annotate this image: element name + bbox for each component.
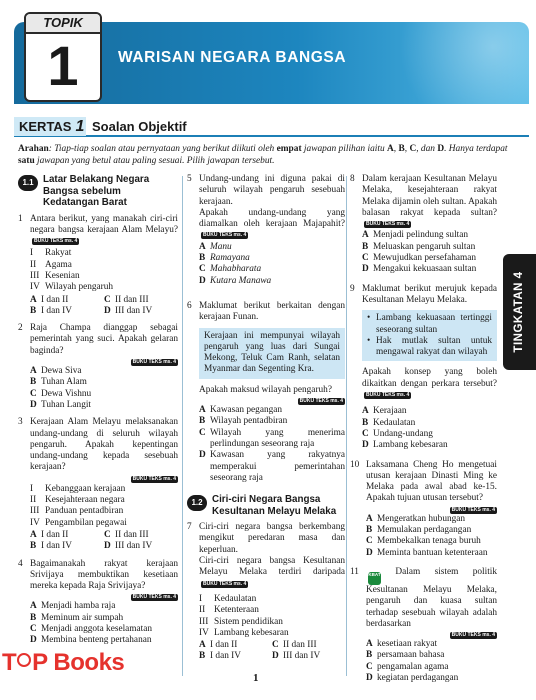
question-3 bbox=[18, 417, 178, 552]
question-9 bbox=[350, 284, 497, 452]
paper-number: 1 bbox=[75, 118, 85, 135]
topic-title: WARISAN NEGARA BANGSA bbox=[118, 49, 347, 66]
option-text: Meminta bantuan ketenteraan bbox=[377, 547, 488, 558]
question-stem: Kerajaan Alam Melayu melaksanakan undang-undang di seluruh wilayah pengaruh. Apakah kepentingan undang-undang kepada sesebuah kerajaan? bbox=[30, 417, 178, 473]
question-stem: Raja Champa dianggap sebagai pemerintah yang suci. Apakah gelaran baginda? bbox=[30, 323, 178, 356]
instructions-bold: empat bbox=[276, 144, 302, 154]
question-8 bbox=[350, 174, 497, 276]
option-letter: C bbox=[366, 661, 373, 672]
answer-option[interactable] bbox=[30, 635, 178, 646]
answer-option[interactable] bbox=[362, 253, 497, 264]
page-number: 1 bbox=[253, 672, 259, 684]
question-number: 4 bbox=[18, 558, 23, 569]
question-stem: Dalam kerajaan Kesultanan Melayu Melaka, kesejahteraan rakyat Melaka dijamin oleh sultan. Apakah balasan rakyat kepada sultan? bbox=[362, 174, 497, 218]
option-letter: B bbox=[30, 541, 37, 552]
textbook-ref-badge: BUKU TEKS ms. 4 bbox=[451, 632, 495, 639]
option-text: Meluaskan pengaruh sultan bbox=[373, 241, 476, 252]
list-item bbox=[30, 271, 178, 282]
instructions-bold: D bbox=[437, 144, 445, 154]
list-item bbox=[199, 605, 345, 616]
answer-option[interactable] bbox=[366, 536, 497, 547]
paper-section-bar bbox=[14, 117, 529, 137]
option-letter: A bbox=[30, 601, 37, 612]
question-2 bbox=[18, 323, 178, 411]
option-text: Tuhan Langit bbox=[41, 399, 92, 410]
list-item bbox=[30, 282, 178, 293]
option-letter: A bbox=[366, 513, 373, 524]
item-numeral: I bbox=[30, 248, 34, 259]
answer-option[interactable] bbox=[362, 418, 497, 429]
answer-option-row bbox=[30, 295, 178, 306]
column-2 bbox=[187, 174, 345, 669]
instructions bbox=[18, 143, 526, 167]
section-number: 1.1 bbox=[18, 175, 38, 191]
answer-option[interactable] bbox=[199, 264, 345, 275]
item-numeral: II bbox=[30, 495, 37, 506]
option-text: Dewa Siva bbox=[41, 366, 82, 377]
bullet-text: Lambang kekuasaan tertinggi seseorang sultan bbox=[376, 313, 492, 335]
option-letter: C bbox=[366, 536, 373, 547]
option-text: Wilayah pentadbiran bbox=[210, 416, 288, 427]
list-item bbox=[199, 594, 345, 605]
instructions-text: jawapan yang betul atau paling sesuai. Pilih jawapan tersebut. bbox=[34, 156, 275, 166]
item-text: Sistem pendidikan bbox=[214, 616, 283, 627]
option-letter: B bbox=[366, 650, 373, 661]
hots-badge-icon: KBAT bbox=[368, 572, 381, 585]
answer-option[interactable] bbox=[104, 530, 178, 541]
option-letter: D bbox=[362, 264, 369, 275]
list-item bbox=[30, 518, 178, 529]
question-stem: Ciri-ciri negara bangsa berkembang mengikut peredaran masa dan keperluan. bbox=[199, 522, 345, 555]
option-letter: C bbox=[362, 428, 369, 439]
option-text: Kawasan pegangan bbox=[210, 405, 283, 416]
item-numeral: II bbox=[30, 259, 37, 270]
answer-option[interactable] bbox=[104, 306, 178, 317]
paper-label-box bbox=[14, 117, 86, 136]
question-prompt: Apakah maksud wilayah pengaruh? bbox=[199, 384, 332, 395]
textbook-ref-badge: BUKU TEKS ms. 4 bbox=[451, 506, 495, 513]
topic-header bbox=[0, 0, 536, 108]
item-numeral: I bbox=[199, 593, 203, 604]
option-text: Mahabharata bbox=[210, 264, 262, 275]
answer-option[interactable] bbox=[199, 640, 272, 651]
option-letter: A bbox=[362, 406, 369, 417]
topic-label: TOPIK bbox=[26, 14, 100, 34]
bullet-dot-icon: • bbox=[367, 313, 371, 324]
option-letter: B bbox=[30, 377, 37, 388]
instructions-text: . Hanya terdapat bbox=[444, 144, 508, 154]
option-letter: B bbox=[362, 241, 369, 252]
item-text: Kedaulatan bbox=[214, 593, 257, 604]
option-text: II dan III bbox=[283, 640, 317, 651]
question-7 bbox=[187, 522, 345, 663]
list-item bbox=[30, 495, 178, 506]
option-letter: A bbox=[199, 241, 206, 252]
option-text: I dan IV bbox=[210, 651, 241, 662]
answer-option[interactable] bbox=[30, 613, 178, 624]
answer-option[interactable] bbox=[30, 601, 178, 612]
option-letter: A bbox=[199, 405, 206, 416]
logo-o-icon bbox=[17, 653, 31, 667]
question-number: 6 bbox=[187, 300, 192, 311]
question-stem: Maklumat berikut berkaitan dengan kerajaan Funan. bbox=[199, 300, 345, 323]
answer-option[interactable] bbox=[366, 639, 497, 650]
list-item bbox=[30, 260, 178, 271]
option-text: III dan IV bbox=[283, 651, 321, 662]
answer-option[interactable] bbox=[362, 440, 497, 451]
section-heading bbox=[18, 174, 178, 209]
answer-option[interactable] bbox=[30, 389, 178, 400]
topic-badge bbox=[24, 12, 102, 102]
list-item bbox=[199, 617, 345, 628]
answer-option[interactable] bbox=[362, 406, 497, 417]
textbook-ref-badge: BUKU TEKS ms. 4 bbox=[203, 580, 247, 587]
option-text: II dan III bbox=[115, 529, 149, 540]
option-letter: B bbox=[30, 305, 37, 316]
question-stem: Antara berikut, yang manakah ciri-ciri negara bangsa kerajaan Alam Melayu? bbox=[30, 213, 178, 235]
answer-option[interactable] bbox=[199, 428, 345, 451]
option-letter: D bbox=[366, 672, 373, 683]
option-letter: C bbox=[199, 427, 206, 438]
answer-option[interactable] bbox=[30, 295, 104, 306]
answer-option[interactable] bbox=[362, 429, 497, 440]
option-text: Kedaulatan bbox=[373, 417, 416, 428]
answer-option[interactable] bbox=[366, 525, 497, 536]
instructions-text: jawapan pilihan iaitu bbox=[301, 144, 388, 154]
column-3 bbox=[350, 174, 497, 690]
option-text: Membekalkan tenaga buruh bbox=[377, 536, 481, 547]
answer-option[interactable] bbox=[30, 306, 104, 317]
question-prompt: Apakah undang-undang yang diamalkan oleh kerajaan Majapahit? bbox=[199, 207, 345, 230]
topic-number: 1 bbox=[47, 34, 79, 97]
textbook-ref-badge: BUKU TEKS ms. 4 bbox=[366, 221, 410, 228]
list-item bbox=[199, 628, 345, 639]
question-number: 10 bbox=[350, 459, 360, 470]
question-number: 8 bbox=[350, 174, 355, 184]
option-letter: A bbox=[30, 294, 37, 305]
answer-option[interactable] bbox=[30, 377, 178, 388]
option-text: kegiatan perdagangan bbox=[377, 672, 459, 683]
answer-option-row bbox=[30, 541, 178, 552]
item-text: Panduan pentadbiran bbox=[45, 506, 124, 517]
logo-text: T bbox=[2, 649, 17, 676]
bullet-item bbox=[367, 313, 492, 336]
grade-label: TINGKATAN 4 bbox=[513, 271, 525, 353]
option-text: Mewujudkan persefahaman bbox=[373, 253, 477, 264]
answer-option[interactable] bbox=[366, 548, 497, 559]
option-letter: A bbox=[30, 529, 37, 540]
item-text: Lambang kebesaran bbox=[214, 627, 289, 638]
answer-option[interactable] bbox=[199, 416, 345, 427]
answer-option[interactable] bbox=[199, 276, 345, 287]
question-number: 7 bbox=[187, 522, 192, 533]
list-item bbox=[30, 248, 178, 259]
option-letter: A bbox=[362, 230, 369, 241]
instructions-text: , dan bbox=[416, 144, 438, 154]
answer-option[interactable] bbox=[366, 650, 497, 661]
item-numeral: IV bbox=[30, 282, 40, 293]
answer-option[interactable] bbox=[199, 651, 272, 662]
answer-option[interactable] bbox=[30, 366, 178, 377]
option-text: Kerajaan bbox=[373, 406, 407, 417]
option-text: kesetiaan rakyat bbox=[377, 639, 438, 650]
answer-option[interactable] bbox=[362, 230, 497, 241]
option-letter: C bbox=[104, 529, 111, 540]
instructions-text: , bbox=[404, 144, 410, 154]
option-text: Wilayah yang menerima perlindungan seseorang raja bbox=[210, 427, 345, 449]
instructions-bold: C bbox=[409, 144, 417, 154]
question-stem: Maklumat berikut merujuk kepada Kesultanan Melayu Melaka. bbox=[362, 283, 497, 305]
info-box bbox=[362, 310, 497, 361]
option-letter: A bbox=[366, 639, 373, 650]
question-5 bbox=[187, 174, 345, 287]
option-letter: B bbox=[199, 651, 206, 662]
list-item bbox=[30, 506, 178, 517]
question-4 bbox=[18, 559, 178, 647]
item-text: Kebanggaan kerajaan bbox=[45, 483, 126, 494]
answer-option[interactable] bbox=[104, 295, 178, 306]
question-stem: Laksamana Cheng Ho mengetuai utusan kerajaan Dinasti Ming ke Melaka pada awal abad ke-15. Apakah tujuan utusan tersebut? bbox=[366, 459, 497, 504]
answer-option[interactable] bbox=[366, 673, 497, 684]
option-letter: D bbox=[199, 275, 206, 286]
option-letter: D bbox=[104, 305, 111, 316]
option-text: pengamalan agama bbox=[377, 661, 449, 672]
option-text: II dan III bbox=[115, 294, 149, 305]
answer-option[interactable] bbox=[272, 640, 345, 651]
option-text: Menjadi anggota keselamatan bbox=[41, 624, 153, 634]
logo-text: Books bbox=[53, 649, 125, 676]
option-letter: C bbox=[104, 294, 111, 305]
bullet-dot-icon: • bbox=[367, 335, 371, 346]
question-number: 11 bbox=[350, 566, 359, 577]
question-1 bbox=[18, 214, 178, 318]
option-text: Menjadi hamba raja bbox=[41, 601, 116, 612]
item-numeral: IV bbox=[199, 627, 209, 638]
textbook-ref-badge: BUKU TEKS ms. 4 bbox=[366, 392, 410, 399]
question-stem: Undang-undang ini diguna pakai di seluruh wilayah pengaruh sesebuah kerajaan. bbox=[199, 174, 345, 207]
answer-option-row bbox=[199, 651, 345, 662]
option-letter: B bbox=[199, 253, 206, 264]
textbook-ref-badge: BUKU TEKS ms. 4 bbox=[34, 238, 78, 245]
paper-label: KERTAS bbox=[19, 119, 72, 134]
bullet-item bbox=[367, 336, 492, 359]
item-text: Ketenteraan bbox=[214, 605, 259, 616]
option-text: I dan IV bbox=[41, 305, 72, 316]
option-letter: A bbox=[30, 366, 37, 377]
info-box: Kerajaan ini mempunyai wilayah pengaruh yang luas dari Sungai Mekong, Teluk Cam Ranh, selatan Myanmar dan Segenting Kra. bbox=[199, 328, 345, 379]
item-text: Wilayah pengaruh bbox=[45, 282, 114, 293]
question-10 bbox=[350, 460, 497, 559]
option-text: Memulakan perdagangan bbox=[377, 525, 472, 536]
item-text: Pengambilan pegawai bbox=[45, 517, 127, 528]
option-text: Kutara Manawa bbox=[210, 275, 272, 286]
option-letter: C bbox=[199, 264, 206, 275]
column-divider bbox=[346, 176, 347, 676]
publisher-logo bbox=[2, 648, 180, 678]
textbook-ref-badge: BUKU TEKS ms. 4 bbox=[132, 594, 176, 601]
column-1 bbox=[18, 174, 178, 653]
question-number: 3 bbox=[18, 417, 23, 428]
option-text: Membina benteng pertahanan bbox=[41, 635, 152, 646]
paper-subtitle: Soalan Objektif bbox=[92, 119, 187, 134]
question-prompt: Ciri-ciri negara bangsa Kesultanan Melayu Melaka terdiri daripada bbox=[199, 556, 345, 578]
option-letter: C bbox=[272, 640, 279, 651]
instructions-bold: satu bbox=[18, 156, 35, 166]
option-letter: C bbox=[362, 253, 369, 264]
section-title: Latar Belakang Negara Bangsa sebelum Kedatangan Barat bbox=[43, 174, 150, 208]
textbook-ref-badge: BUKU TEKS ms. 4 bbox=[299, 398, 343, 405]
item-numeral: II bbox=[199, 605, 206, 616]
column-divider bbox=[182, 176, 183, 676]
question-number: 1 bbox=[18, 213, 23, 224]
item-text: Kesejahteraan negara bbox=[45, 495, 125, 506]
instructions-bold: B bbox=[398, 144, 405, 154]
instructions-bold: A bbox=[387, 144, 394, 154]
logo-text: P bbox=[32, 649, 48, 676]
option-letter: D bbox=[30, 399, 37, 410]
section-title: Ciri-ciri Negara Bangsa Kesultanan Melayu Melaka bbox=[212, 494, 337, 517]
option-letter: D bbox=[104, 541, 111, 552]
grade-side-tab bbox=[503, 254, 536, 370]
answer-option[interactable] bbox=[30, 400, 178, 411]
answer-option[interactable] bbox=[362, 242, 497, 253]
option-text: I dan II bbox=[210, 640, 238, 651]
item-text: Agama bbox=[45, 259, 72, 270]
option-letter: D bbox=[272, 651, 279, 662]
option-letter: C bbox=[30, 388, 37, 399]
textbook-ref-badge: BUKU TEKS ms. 4 bbox=[132, 475, 176, 482]
option-text: Menjadi pelindung sultan bbox=[373, 230, 469, 241]
option-text: Manu bbox=[210, 241, 232, 252]
option-letter: D bbox=[362, 440, 369, 451]
option-text: Undang-undang bbox=[373, 428, 433, 439]
option-text: Meminum air sumpah bbox=[41, 612, 124, 623]
answer-option[interactable] bbox=[199, 450, 345, 484]
item-text: Kesenian bbox=[45, 270, 80, 281]
item-numeral: IV bbox=[30, 517, 40, 528]
question-stem: Dalam sistem politik Kesultanan Melayu Melaka, pengaruh dan kuasa sultan terhadap sesebuah wilayah adalah berdasarkan bbox=[366, 566, 498, 629]
answer-option[interactable] bbox=[199, 242, 345, 253]
option-text: Tuhan Alam bbox=[41, 377, 87, 388]
item-text: Rakyat bbox=[45, 248, 72, 259]
item-numeral: I bbox=[30, 483, 34, 494]
question-number: 2 bbox=[18, 323, 23, 334]
option-text: Kawasan yang rakyatnya memperakui pemerintahan seseorang raja bbox=[210, 450, 345, 483]
option-text: I dan IV bbox=[41, 541, 72, 552]
option-text: persamaan bahasa bbox=[377, 650, 445, 661]
option-letter: B bbox=[366, 525, 373, 536]
list-item bbox=[30, 484, 178, 495]
option-text: Lambang kebesaran bbox=[373, 440, 448, 451]
answer-option[interactable] bbox=[30, 530, 104, 541]
question-stem: Bagaimanakah rakyat kerajaan Srivijaya membuktikan kesetiaan mereka kepada Raja Srivijaya? bbox=[30, 558, 178, 592]
option-text: III dan IV bbox=[115, 305, 153, 316]
option-text: I dan II bbox=[41, 294, 69, 305]
option-text: III dan IV bbox=[115, 541, 153, 552]
item-numeral: III bbox=[30, 506, 40, 517]
item-numeral: III bbox=[30, 270, 40, 281]
option-letter: B bbox=[362, 417, 369, 428]
option-text: Ramayana bbox=[210, 253, 250, 264]
answer-option[interactable] bbox=[366, 662, 497, 673]
answer-option[interactable] bbox=[366, 514, 497, 525]
section-heading bbox=[187, 494, 345, 517]
option-text: Mengeratkan hubungan bbox=[377, 513, 466, 524]
answer-option[interactable] bbox=[30, 624, 178, 635]
question-number: 5 bbox=[187, 174, 192, 184]
option-letter: D bbox=[30, 635, 37, 646]
option-letter: D bbox=[366, 547, 373, 558]
answer-option-row bbox=[199, 640, 345, 651]
option-letter: A bbox=[199, 640, 206, 651]
option-letter: D bbox=[199, 450, 206, 461]
option-text: Dewa Vishnu bbox=[41, 388, 92, 399]
answer-option-row bbox=[30, 306, 178, 317]
question-number: 9 bbox=[350, 283, 355, 294]
option-letter: C bbox=[30, 624, 37, 634]
option-text: Mengakui kekuasaan sultan bbox=[373, 264, 477, 275]
question-6 bbox=[187, 301, 345, 484]
textbook-ref-badge: BUKU TEKS ms. 4 bbox=[132, 359, 176, 366]
instructions-lead: Arahan bbox=[18, 144, 49, 154]
item-numeral: III bbox=[199, 616, 209, 627]
textbook-ref-badge: BUKU TEKS ms. 4 bbox=[203, 232, 247, 239]
option-text: I dan II bbox=[41, 529, 69, 540]
answer-option[interactable] bbox=[104, 541, 178, 552]
answer-option[interactable] bbox=[362, 264, 497, 275]
answer-option[interactable] bbox=[272, 651, 345, 662]
answer-option[interactable] bbox=[199, 405, 345, 416]
option-letter: B bbox=[30, 612, 37, 623]
answer-option-row bbox=[30, 530, 178, 541]
instructions-text: , bbox=[393, 144, 399, 154]
section-number: 1.2 bbox=[187, 495, 207, 511]
question-prompt: Apakah konsep yang boleh dikaitkan dengan perkara tersebut? bbox=[362, 367, 497, 389]
instructions-text: : Tiap-tiap soalan atau pernyataan yang berikut diikuti oleh bbox=[48, 144, 277, 154]
answer-option[interactable] bbox=[199, 253, 345, 264]
question-11 bbox=[350, 567, 497, 684]
answer-option[interactable] bbox=[30, 541, 104, 552]
option-letter: B bbox=[199, 416, 206, 427]
bullet-text: Hak mutlak sultan untuk mengawal rakyat dan wilayah bbox=[376, 335, 492, 358]
